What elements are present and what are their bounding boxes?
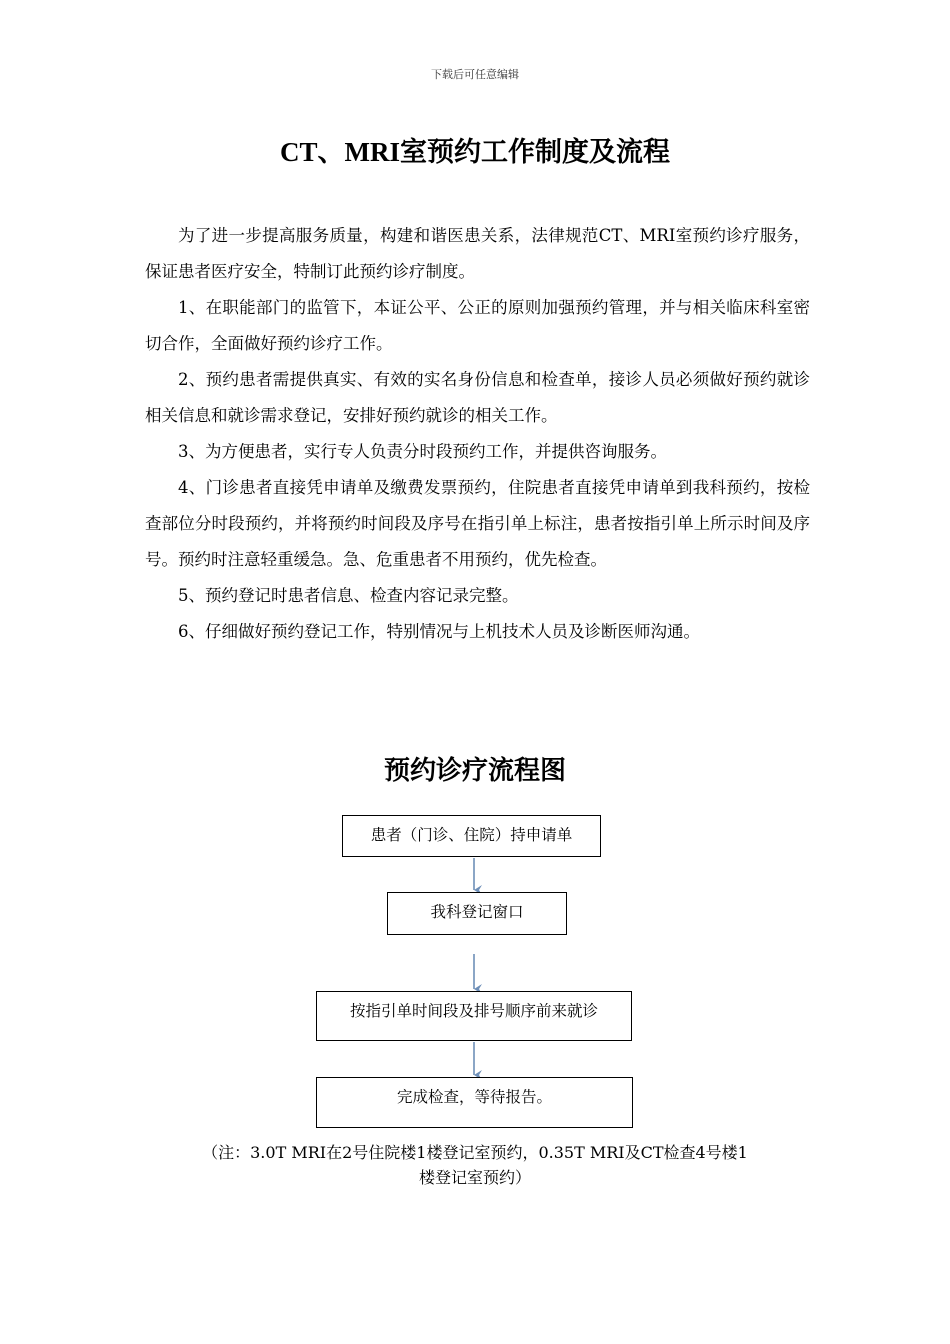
flowchart-footnote — [150, 1140, 800, 1190]
intro-paragraph: 为了进一步提高服务质量，构建和谐医患关系，法律规范CT、MRI室预约诊疗服务，保证患者医疗安全，特制订此预约诊疗制度。 — [145, 226, 810, 281]
flow-step-attend-by-schedule: 按指引单时间段及排号顺序前来就诊 — [316, 991, 632, 1041]
rule-paragraph-1: 1、在职能部门的监管下，本证公平、公正的原则加强预约管理，并与相关临床科室密切合作，全面做好预约诊疗工作。 — [145, 298, 810, 353]
header-note: 下载后可任意编辑 — [431, 68, 519, 81]
flow-step-patient-request: 患者（门诊、住院）持申请单 — [342, 815, 601, 857]
flow-step-complete-exam: 完成检查，等待报告。 — [316, 1077, 633, 1128]
flow-step-registration-window: 我科登记窗口 — [387, 892, 567, 935]
rule-paragraph-3: 3、为方便患者，实行专人负责分时段预约工作，并提供咨询服务。 — [178, 442, 667, 461]
footnote-line-2: 楼登记室预约） — [418, 1168, 531, 1187]
rule-paragraph-5: 5、预约登记时患者信息、检查内容记录完整。 — [178, 586, 519, 605]
document-title: CT、MRI室预约工作制度及流程 — [280, 137, 670, 167]
footnote-line-1: （注：3.0T MRI在2号住院楼1楼登记室预约，0.35T MRI及CT检查4号楼1 — [202, 1143, 748, 1162]
flowchart-title: 预约诊疗流程图 — [383, 756, 566, 786]
rule-paragraph-6: 6、仔细做好预约登记工作，特别情况与上机技术人员及诊断医师沟通。 — [178, 622, 700, 641]
rule-paragraph-2: 2、预约患者需提供真实、有效的实名身份信息和检查单，接诊人员必须做好预约就诊相关信息和就诊需求登记，安排好预约就诊的相关工作。 — [145, 370, 810, 425]
document-body — [145, 218, 810, 650]
rule-paragraph-4: 4、门诊患者直接凭申请单及缴费发票预约，住院患者直接凭申请单到我科预约，按检查部位分时段预约，并将预约时间段及序号在指引单上标注，患者按指引单上所示时间及序号。预约时注意轻重缓急。急、危重患者不用预约，优先检查。 — [145, 478, 810, 569]
